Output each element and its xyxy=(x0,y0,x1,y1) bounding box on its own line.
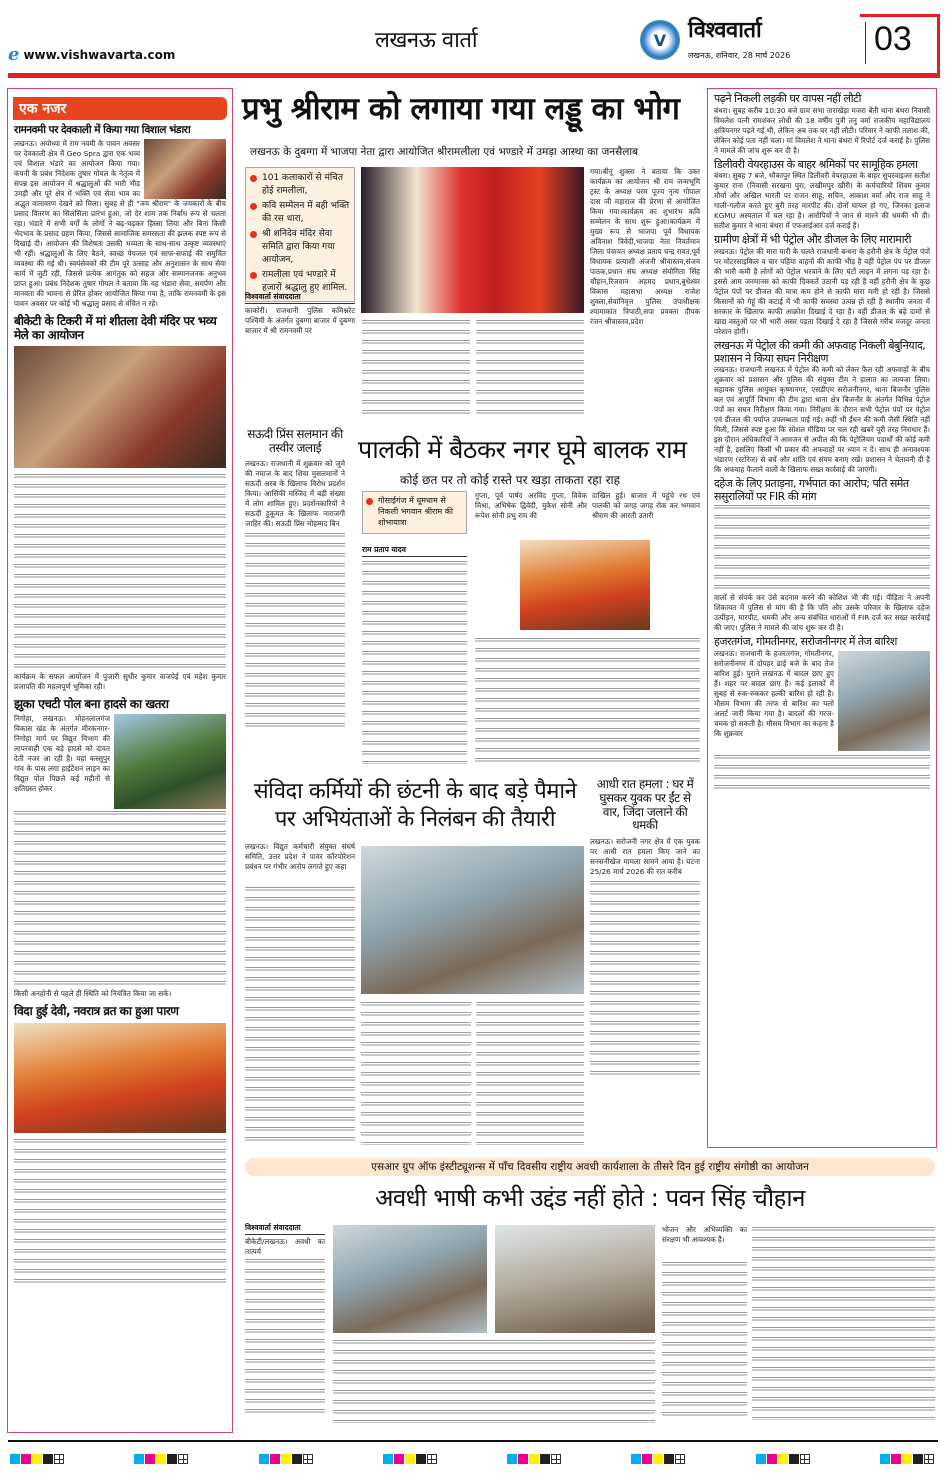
palki-text-2: दाखिल हुई। बाजार में पहुंचे रथ एवं पालकी को जगह जगह रोक कर भगवान श्रीराम की आरती उतारी xyxy=(592,491,700,520)
article-title: बीकेटी के टिकरी में मां शीतला देवी मंदिर पर भव्य मेले का आयोजन xyxy=(14,314,217,342)
color-swatch xyxy=(292,1454,302,1464)
bullet-item: श्री शनिदेव मंदिर सेवा समिति द्वारा किया गया आयोजन, xyxy=(250,228,350,267)
article-body: बंथरा। सुबह 7 बजे, भौकापुर स्थित डिलीवरी वेयरहाउस के बाहर सुपरवाइजर सतीश कुमार राना (निवासी सरखना पुरा, लखीमपुर खीरी) के कर्मचारियों शिवम कुमार मौर्या और अखिल भारती पर राजन साहू, सचिन, आकाश वर्मा और राज साहू ने गाली-गलौज करते हुए बुरी तरह मारपीट की। दोनों घायल हो गए, जिनका इलाज KGMU अस्पताल में चल रहा है। आरोपियों ने जान से मारने की धमकी भी दी। सतीश कुमार ने थाना बंथरा में एफआईआर दर्ज कराई है। xyxy=(714,171,930,231)
color-swatch xyxy=(653,1454,663,1464)
article-body-text xyxy=(590,879,700,1079)
color-swatch xyxy=(43,1454,53,1464)
bottom-kicker-band xyxy=(245,1158,935,1176)
color-swatch xyxy=(156,1454,166,1464)
article-body-end: वालों से संपर्क कर उसे बदनाम करने की कोशिश भी की गई। पीड़िता ने अपनी शिकायत में पुलिस से मांग की है कि पति और उसके परिवार के खिलाफ दहेज उत्पीड़न, मारपीट, धमकी और अन्य संबंधित धाराओं में FIR दर्ज कर सख्त कार्रवाई की जाए। पुलिस ने मामले की जांच शुरू कर दी है। xyxy=(714,593,930,633)
color-swatch xyxy=(383,1454,393,1464)
bottom-byline-block xyxy=(245,1223,325,1417)
browser-e-icon: e xyxy=(8,44,20,65)
color-swatch xyxy=(902,1454,912,1464)
color-swatch xyxy=(270,1454,280,1464)
color-swatch xyxy=(778,1454,788,1464)
article-body-text xyxy=(14,472,226,672)
palki-bullet-box xyxy=(362,491,467,534)
samvida-body: लखनऊ। विद्युत कर्मचारी संयुक्त संघर्ष समिति, उत्तर प्रदेश ने पावर कॉरपोरेशन प्रबंधन पर गंभीर आरोप लगाते हुए कहा xyxy=(245,842,355,871)
color-swatch xyxy=(134,1454,144,1464)
article-photo xyxy=(14,1023,226,1133)
article-body-end: किसी अनहोनी से पहले ही स्थिति को नियंत्रित किया जा सके। xyxy=(14,989,172,999)
color-swatch xyxy=(507,1454,517,1464)
ek-nazar-label: एक नजर xyxy=(13,97,227,120)
palki-text: गुप्ता, पूर्व पार्षद अरविंद गुप्ता, विवेक मिश्रा, अभिषेक द्विवेदी, मुकेश सोनी और रूपेश सोनी प्रभु राम की xyxy=(475,491,587,520)
crosshair-mark xyxy=(800,1454,810,1464)
article-photo xyxy=(144,139,226,199)
article-saudi xyxy=(245,428,345,731)
article-title: आधी रात हमला : घर में घुसकर युवक पर ईंट से वार, जिंदा जलाने की धमकी xyxy=(596,777,694,833)
palki-subhead: कोई छत पर तो कोई रास्ते पर खड़ा ताकता रहा राह xyxy=(400,473,620,487)
bottom-headline: अवधी भाषी कभी उद्दंड नहीं होते : पवन सिंह चौहान xyxy=(375,1184,805,1212)
color-swatch xyxy=(891,1454,901,1464)
crosshair-mark xyxy=(924,1454,934,1464)
page-number: 03 xyxy=(874,20,912,58)
website-link[interactable]: e www.vishwavarta.com xyxy=(8,44,176,65)
crosshair-mark xyxy=(178,1454,188,1464)
article-bkt-mela xyxy=(8,315,232,692)
article-body: निगोहा, लखनऊ। मोहनलालगंज विकास खंड के अंतर्गत मीरकनगर-निगोहा मार्ग पर विद्युत विभाग की लापरवाही एक बड़े हादसे को दावत देती नजर आ रही है। यहां कस्सूपुर गांव के पास लगा हाईटेंशन लाइन का विद्युत पोल पिछले कई महीनों से क्षतिग्रस्त होकर xyxy=(14,714,110,794)
article-body-text xyxy=(476,1000,584,1145)
article-title: झुका एचटी पोल बना हादसे का खतरा xyxy=(14,696,169,711)
color-swatch xyxy=(281,1454,291,1464)
page-number-frame xyxy=(860,14,940,78)
color-swatch xyxy=(259,1454,269,1464)
bullet-item: रामलीला एवं भण्डारे में हजारों श्रद्धालु हुए शामिल. xyxy=(250,269,350,295)
article-body: लखनऊ। राजधानी लखनऊ में पेट्रोल की कमी को लेकर फैल रही अफवाहों के बीच शुक्रवार को प्रशासन और पुलिस की संयुक्त टीम ने हालात का जायजा लिया। सहायक पुलिस आयुक्त कृष्णानगर, एसडीएम सरोजनीनगर, थाना बिजनौर पुलिस बल एवं आपूर्ति विभाग की टीम द्वारा थाना क्षेत्र बिजनौर के अंतर्गत विभिन्न पेट्रोल पंपों का सघन निरीक्षण किया गया। निरीक्षण के दौरान सभी पेट्रोल पंपों पर पेट्रोल एवं डीजल की पर्याप्त उपलब्धता पाई गई। कहीं भी ईंधन की कमी जैसी स्थिति नहीं मिली, जिससे स्पष्ट हुआ कि सोशल मीडिया पर चल रही खबरें पूरी तरह निराधार हैं। इस दौरान अधिकारियों ने आमजन से अपील की कि पेट्रोलियम पदार्थों की कोई कमी नहीं है, इसलिए किसी भी प्रकार की अफवाहों पर ध्यान न दें। साथ ही अनावश्यक भंडारण (स्टोरेज) से बचें और शांति एवं संयम बनाए रखें। प्रशासन ने चेतावनी दी है कि अफवाह फैलाने वालों के खिलाफ सख्त कार्रवाई की जाएगी। xyxy=(714,365,930,475)
color-swatch xyxy=(394,1454,404,1464)
byline: राम प्रताप यादव xyxy=(362,545,467,557)
article-body-end: कार्यक्रम के सफल आयोजन में पुजारी सुधीर कुमार वाजपेई एवं महेश कुमार प्रजापति की महत्वपूर्ण भूमिका रही। xyxy=(14,671,226,691)
header-rule xyxy=(8,73,940,78)
article-body-text xyxy=(752,1225,935,1420)
crosshair-mark xyxy=(54,1454,64,1464)
article-title: हजरतगंज, गोमतीनगर, सरोजनीनगर में तेज बारिश xyxy=(714,635,897,649)
bullet-item: 101 कलाकारों से मंचित होई रामलीला, xyxy=(250,172,350,198)
color-swatch xyxy=(767,1454,777,1464)
color-swatch-group xyxy=(631,1449,686,1468)
main-col-text xyxy=(476,318,584,418)
color-swatch xyxy=(32,1454,42,1464)
article-body-text xyxy=(662,1260,747,1420)
article-photo xyxy=(14,346,226,468)
article-body: लखनऊ। सरोजनी नगर क्षेत्र में एक युवक पर आधी रात हमला किए जाने का सनसनीखेज मामला सामने आया है। घटना 25/26 मार्च 2026 की रात करीब xyxy=(590,837,700,877)
article-title: पढ़ने निकली लड़की घर वापस नहीं लौटी xyxy=(714,92,862,105)
article-body: लखनऊ। अयोध्या में राम नवमी के पावन अवसर पर देवकाली क्षेत्र में Geo Spra द्वारा एक भव्य एवं विशाल भंडारे का आयोजन किया गया। कंपनी के प्रबंध निदेशक तुषार गोयल के नेतृत्व में संपन्न इस आयोजन में श्रद्धालुओं की भारी भीड़ उमड़ी और पूरे क्षेत्र में भक्ति एवं सेवा भाव का अद्भुत वातावरण देखने को मिला। सुबह से ही "जय श्रीराम" के जयकारों के बीच प्रसाद वितरण का सिलसिला प्रारंभ हुआ, जो देर शाम तक निर्बाध रूप से चलता रहा। भंडारे में सभी वर्गों के लोगों ने बढ़-चढ़कर हिस्सा लिया और बिना किसी भेदभाव के प्रसाद ग्रहण किया, जिससे सामाजिक समरसता की झलक स्पष्ट रूप से दिखाई दी। आयोजन की विशेषता उसकी भव्यता के साथ-साथ उत्कृष्ट व्यवस्थाएं भी रहीं। श्रद्धालुओं के लिए बैठने, स्वच्छ पेयजल एवं साफ-सफाई की समुचित व्यवस्था की गई थी। स्वयंसेवकों की टीम पूरे उत्साह और अनुशासन के साथ सेवा कार्य में जुटी रही, जिससे प्रत्येक आगंतुक को सहज और सम्मानजनक अनुभव प्राप्त हुआ। प्रबंध निदेशक तुषार गोयल ने बताया कि यह भंडारा सेवा, समर्पण और मानवता की भावना से प्रेरित होकर आयोजित किया गया है, ताकि रामनवमी के इस पावन अवसर पर कोई भी श्रद्धालु प्रसाद से वंचित न रहे। xyxy=(14,139,226,309)
samvida-photo xyxy=(361,846,584,994)
main-col-text xyxy=(362,318,470,418)
article-title: डिलीवरी वेयरहाउस के बाहर श्रमिकों पर सामूहिक हमला xyxy=(714,157,918,171)
color-swatch xyxy=(880,1454,890,1464)
footer-rule xyxy=(8,1440,938,1442)
article-body-text xyxy=(245,885,355,1145)
color-swatch xyxy=(518,1454,528,1464)
article-title: रामनवमी पर देवकाली में किया गया विशाल भंडारा xyxy=(14,124,191,136)
bottom-right-text: भोजन और अभिव्यक्ति का संरक्षण भी आवश्यक है। xyxy=(662,1225,747,1244)
right-column xyxy=(707,88,937,1148)
registration-marks xyxy=(10,1449,935,1468)
color-swatch xyxy=(10,1454,20,1464)
main-photo xyxy=(361,167,584,313)
color-swatch xyxy=(631,1454,641,1464)
color-swatch-group xyxy=(507,1449,562,1468)
brand-name: विश्ववार्ता xyxy=(688,18,762,43)
palki-byline-block xyxy=(362,545,467,764)
color-swatch-group xyxy=(756,1449,811,1468)
color-swatch xyxy=(21,1454,31,1464)
section-title: लखनऊ वार्ता xyxy=(375,28,478,53)
bottom-body: बीकेटी/लखनऊ। अवधी का तात्पर्य xyxy=(245,1237,325,1256)
article-body-text xyxy=(362,559,467,764)
bottom-photo-1 xyxy=(333,1225,487,1333)
article-title: लखनऊ में पेट्रोल की कमी की अफवाह निकली बेबुनियाद, प्रशासन ने किया सघन निरीक्षण xyxy=(714,338,926,365)
color-swatch-group xyxy=(10,1449,65,1468)
color-swatch-group xyxy=(134,1449,189,1468)
article-ramnavmi xyxy=(8,120,232,313)
color-swatch xyxy=(416,1454,426,1464)
article-ht-pole xyxy=(8,692,232,1000)
article-body: लखनऊ। पेट्रोल की मारा मारी के चलते राजधानी बन्थरा के हरौनी क्षेत्र के पेट्रोल पंपों पर मोटरसाइकिल व चार पहिया वाहनों की काफी भीड़ है वहीं पेट्रोल पंप पर डीजल की भारी कमी है लोगों को पेट्रोल भरवाने के लिए घंटों लाइन में लगना पड़ रहा है। इससे आम जनमानस को काफी दिक्कतें उठानी पड़ रही है वहीं हरौनी क्षेत्र के कुछ पेट्रोल पंपों पर डीजल की मात्रा कम होने से काफी मारा मारी हो रही है। जिससे किसानों को गेहूं की कटाई में भी काफी समस्या उत्पन्न हो रही है स्थानीय जनता में सरकार के खिलाफ काफी आक्रोश दिखाई दे रहा है। वहीं डीजल के बढ़े दामों से खाद्य वस्तुओं पर भी भारी असर पड़ता दिखाई दे रहा है जिससे गरीब मजदूर जनता परेशान होगी। xyxy=(714,246,930,336)
bullet-item: गोसाईगंज में धूमधाम से निकली भगवान श्रीराम की शोभायात्रा xyxy=(366,495,463,528)
brand-logo: V xyxy=(640,20,680,60)
color-swatch xyxy=(642,1454,652,1464)
color-swatch xyxy=(540,1454,550,1464)
article-body-text xyxy=(714,753,930,793)
article-body-text xyxy=(333,1338,655,1423)
main-headline: प्रभु श्रीराम को लगाया गया लड्डू का भोग xyxy=(242,91,680,127)
bottom-kicker: एसआर ग्रुप ऑफ इंस्टीट्यूशन्स में पाँच दिवसीय राष्ट्रीय अवधी कार्यशाला के तीसरे दिन हुई राष्ट्रीय संगोष्ठी का आयोजन xyxy=(371,1161,809,1173)
color-swatch xyxy=(405,1454,415,1464)
main-side-text: गया।बीनू शुक्ला ने बताया कि उक्त कार्यक्रम का आयोजन श्री राम जन्मभूमि ट्रस्ट के अध्यक्ष परम पूज्य नृत्य गोपाल दास जी महाराज की प्रेरणा से आयोजित किया गया।कार्यक्रम का शुभारंभ कवि सम्मेलन के साथ शुरू हुआ।कार्यक्रम में मुख्य रूप से भाजपा पूर्व विधायक अविनाश त्रिवेदी,भाजपा नेता निवर्तमान जिला पंचायत अध्यक्ष प्रताप चन्द्र रावत,पूर्व विधायक प्रत्याशी अंजनी श्रीवास्तव,संजय पाठक,प्रधान संघ अध्यक्ष संयोगिता सिंह चौहान,रिजवान अहमद प्रधान,बुधेश्वर विकास महासभा अध्यक्ष राजेश शुक्ला,सेवानिवृत्त पुलिस उपाधीक्षक श्यामाकांत त्रिपाठी,सपा प्रवक्ता दीपक रंजन श्रीवास्तव,प्रदेश xyxy=(590,167,700,326)
article-title: सऊदी प्रिंस सलमान की तस्वीर जलाई xyxy=(247,427,343,455)
color-swatch xyxy=(664,1454,674,1464)
color-swatch xyxy=(789,1454,799,1464)
crosshair-mark xyxy=(675,1454,685,1464)
bottom-photo-2 xyxy=(495,1225,655,1333)
byline: विश्ववार्ता संवाददाता xyxy=(245,292,355,304)
color-swatch xyxy=(529,1454,539,1464)
crosshair-mark xyxy=(551,1454,561,1464)
crosshair-mark xyxy=(303,1454,313,1464)
color-swatch xyxy=(167,1454,177,1464)
main-byline-block xyxy=(245,292,355,336)
byline: विश्ववार्ता संवाददाता xyxy=(245,1223,325,1235)
palki-photo xyxy=(520,540,650,630)
palki-headline: पालकी में बैठकर नगर घूमे बालक राम xyxy=(358,435,687,464)
article-title: विदा हुई देवी, नवरात्र व्रत का हुआ पारण xyxy=(14,1004,179,1019)
article-body-text xyxy=(361,1000,471,1145)
article-body-text xyxy=(714,503,930,593)
article-adhi-raat xyxy=(590,778,700,1079)
color-swatch xyxy=(756,1454,766,1464)
article-title: ग्रामीण क्षेत्रों में भी पेट्रोल और डीजल के लिए मारामारी xyxy=(714,233,911,247)
article-title: दहेज के लिए प्रताड़ना, गर्भपात का आरोप; पति समेत ससुरालियों पर FIR की मांग xyxy=(714,477,909,503)
article-body-text xyxy=(245,1257,325,1417)
samvida-headline: संविदा कर्मियों की छंटनी के बाद बड़े पैमाने पर अभियंताओं के निलंबन की तैयारी xyxy=(253,779,577,832)
main-bullets xyxy=(245,167,355,302)
rain-photo xyxy=(838,651,930,751)
article-navratra xyxy=(8,999,232,1287)
color-swatch xyxy=(913,1454,923,1464)
left-column xyxy=(7,88,233,1433)
color-swatch xyxy=(145,1454,155,1464)
article-body: बंथरा। सुबह करीब 10:30 बजे ग्राम सभा ताराखेड़ा मजरा बेंती थाना बंथरा निवासी विमलेश पत्नी रामशंकर लोधी की 18 वर्षीय पुत्री तनु वर्मा राजकीय महाविद्यालय क्षत्रियनगर पढ़ने गई थी, लेकिन अब तक घर नहीं लौटी। परिवार ने काफी तलाश की, लेकिन कोई पता नहीं चला। मां विमलेश ने थाना बंथरा में रिपोर्ट दर्ज कराई है। पुलिस ने मामले की जांच शुरू कर दी है। xyxy=(714,105,930,155)
bullet-item: कवि सम्मेलन में बही भक्ति की रस धारा, xyxy=(250,200,350,226)
article-body-text xyxy=(14,809,226,989)
dateline: लखनऊ, शनिवार, 28 मार्च 2026 xyxy=(688,51,791,60)
color-swatch-group xyxy=(880,1449,935,1468)
main-subhead: लखनऊ के दुबग्गा में भाजपा नेता द्वारा आयोजित श्रीरामलीला एवं भण्डारे में उमड़ा आस्था का जनसैलाब xyxy=(250,146,639,158)
article-body-text xyxy=(14,1137,226,1287)
article-photo xyxy=(114,714,226,809)
main-body-start: काकोरी। राजधानी पुलिस कमिश्नरेट पश्चिमी के अंतर्गत दुबग्गा बाजार में दुबग्गा बाजार में श्री रामनवमी पर xyxy=(245,306,355,335)
article-body: लखनऊ। राजधानी के हजरतगंज, गोमतीनगर, सरोजनीनगर में दोपहर ढाई बजे के बाद तेज बारिश हुई। पुराने लखनऊ में बादल छाए हुए हैं। शहर पर बादल छाए हैं। कई इलाकों में सुबह से रुक-रुककर हल्की बारिश हो रही है। मौसम विभाग की तरफ से बारिश का यलो अलर्ट जारी किया गया है। बादलों की गरज-चमक हो सकती है। मौसम विभाग का कहना है कि शुक्रवार xyxy=(714,649,834,739)
color-swatch-group xyxy=(259,1449,314,1468)
article-body: लखनऊ। राजधानी में शुक्रवार को जुमे की नमाज के बाद शिया मुसलमानों ने सऊदी अरब के खिलाफ विरोध प्रदर्शन किया। आसिफी मस्जिद में बड़ी संख्या में लोग शामिल हुए। प्रदर्शनकारियों ने सऊदी हुकूमत के खिलाफ नाराजगी जाहिर की। सऊदी प्रिंस मोहम्मद बिन xyxy=(245,458,345,528)
color-swatch-group xyxy=(383,1449,438,1468)
article-body-text xyxy=(245,531,345,731)
crosshair-mark xyxy=(427,1454,437,1464)
article-body-text xyxy=(475,636,700,766)
